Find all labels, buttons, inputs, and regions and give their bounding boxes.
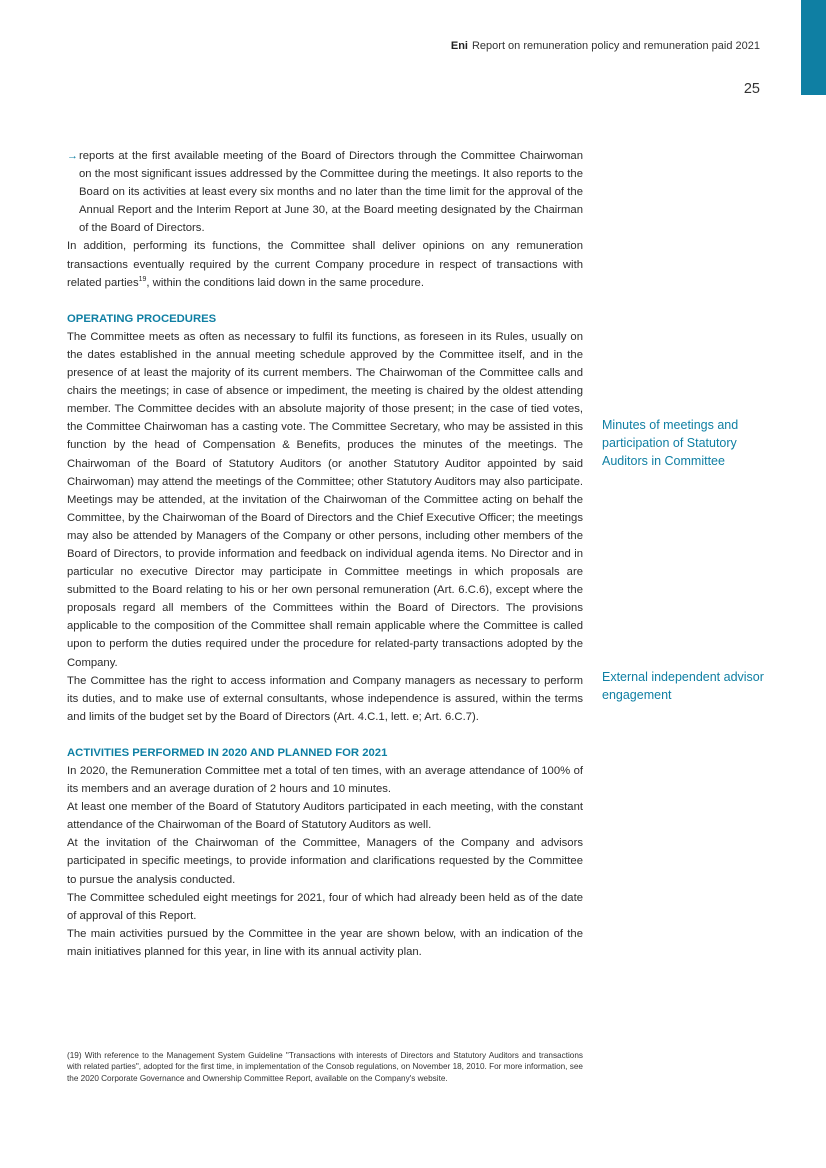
paragraph-operating-2: The Committee has the right to access information and Company managers as necessary to perform its duties, and to make use of external consultants, whose independence is assured, within the terms and limits of the budget set by the Board of Directors (Art. 4.C.1, lett. e; Art. 6.C.7). — [67, 674, 583, 723]
paragraph-related-parties — [67, 237, 583, 291]
page-number: 25 — [743, 81, 760, 97]
bullet-text: reports at the first available meeting of the Board of Directors through the Committee Chairwoman on the most significant issues addressed by the Committee during the meetings. It also reports to the Board on its activities at least every six months and no later than the time limit for the approval of the Annual Report and the Interim Report at June 30, at the Board meeting designated by the Chairman of the Board of Directors. — [79, 150, 583, 235]
bullet-item — [67, 147, 583, 237]
running-header — [451, 40, 760, 52]
section-tab — [801, 0, 826, 95]
paragraph-operating-1: The Committee meets as often as necessary to fulfil its functions, as foreseen in its Rules, usually on the dates established in the annual meeting schedule approved by the Committee itself, and in the presence of at least the majority of its current members. The Chairwoman of the Committee calls and chairs the meetings; in case of absence or impediment, the meeting is chaired by the oldest attending member. The Committee decides with an absolute majority of those present; in the case of tied votes, the Committee Chairwoman has a casting vote. The Committee Secretary, who may be assisted in this function by the head of Compensation & Benefits, produces the minutes of the meetings. The Chairwoman of the Board of Statutory Auditors (or another Statutory Auditor appointed by said Chairwoman) may attend the meetings of the Committee; other Statutory Auditors may also participate. Meetings may be attended, at the invitation of the Chairwoman of the Committee acting on behalf the Committee, by the Chairwoman of the Board of Directors and the Chief Executive Officer; the meetings may also be attended by Managers of the Company or other persons, including other members of the Board of Directors, to provide information and feedback on individual agenda items. No Director and in particular no executive Director may participate in Committee meetings in which proposals are submitted to the Board relating to his or her own personal remuneration (Art. 6.C.6), except where the proposals regard all members of the Committees within the Board of Directors. The provisions applicable to the composition of the Committee shall remain applicable where the Committee is called upon to perform the duties required under the procedure for related-party transactions adopted by the Company. — [67, 330, 583, 669]
paragraph-activities-3: At the invitation of the Chairwoman of the Committee, Managers of the Company and advisors participated in specific meetings, to provide information and clarifications requested by the Committee to pursue the analysis conducted. — [67, 837, 583, 886]
main-text-column — [67, 147, 583, 961]
arrow-right-icon: → — [67, 150, 78, 162]
paragraph-activities-5: The main activities pursued by the Committee in the year are shown below, with an indication of the main initiatives planned for this year, in line with its annual activity plan. — [67, 927, 583, 958]
report-title: Report on remuneration policy and remuneration paid 2021 — [471, 40, 760, 52]
paragraph-activities-4: The Committee scheduled eight meetings for 2021, four of which had already been held as of the date of approval of this Report. — [67, 891, 583, 922]
paragraph-activities-2: At least one member of the Board of Statutory Auditors participated in each meeting, with the constant attendance of the Chairwoman of the Board of Statutory Auditors as well. — [67, 801, 583, 832]
sidebar-note-advisor: External independent advisor engagement — [602, 670, 764, 703]
brand-name: Eni — [450, 40, 468, 52]
sidebar-note-minutes: Minutes of meetings and participation of Statutory Auditors in Committee — [602, 418, 739, 469]
footnote: (19) With reference to the Management System Guideline "Transactions with interests of Directors and Statutory Auditors and transactions with related parties", adopted for the first time, in implementation of the Consob regulations, on November 18, 2010. For more information, see the 2020 Corporate Governance and Ownership Committee Report, available on the Company's website. — [67, 1051, 583, 1083]
footnote-reference: 19 — [138, 275, 147, 283]
heading-operating-procedures: OPERATING PROCEDURES — [67, 312, 217, 325]
paragraph-text: , within the conditions laid down in the same procedure. — [146, 276, 424, 289]
paragraph-text: In addition, performing its functions, the Committee shall deliver opinions on any remuneration transactions eventually required by the current Company procedure in respect of transactions with related parties — [67, 240, 583, 289]
paragraph-activities-1: In 2020, the Remuneration Committee met a total of ten times, with an average attendance of 100% of its members and an average duration of 2 hours and 10 minutes. — [67, 765, 583, 796]
heading-activities: ACTIVITIES PERFORMED IN 2020 AND PLANNED FOR 2021 — [67, 746, 388, 759]
